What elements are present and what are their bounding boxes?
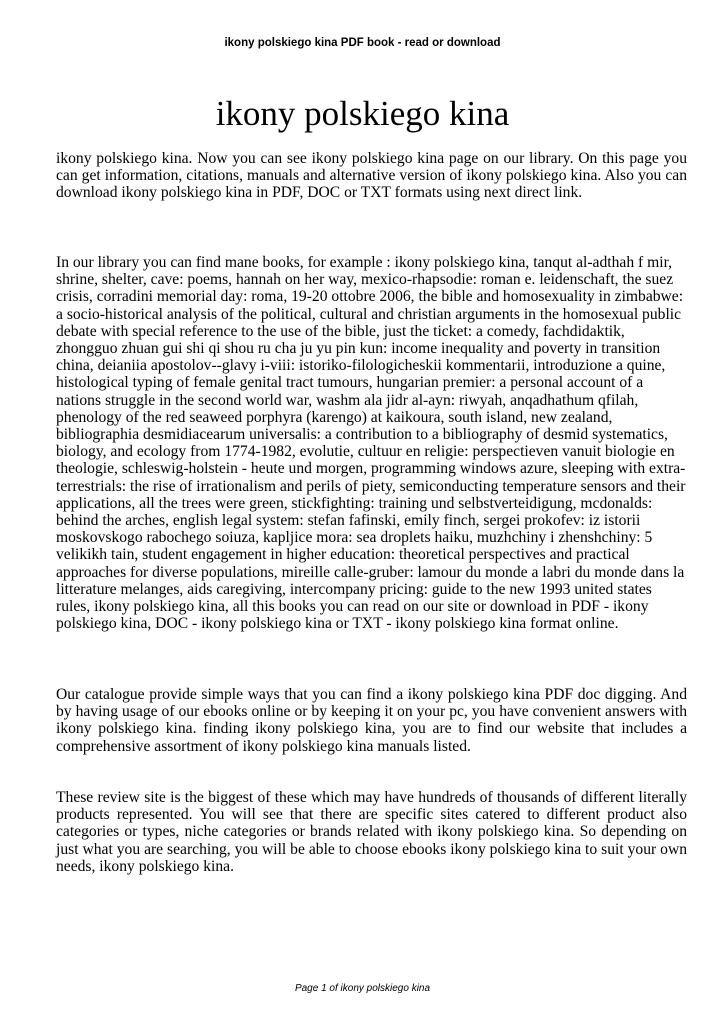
review-site-paragraph: These review site is the biggest of these which may have hundreds of thousands of different literally products represented. You will see that there are specific sites catered to different product also categories or types, niche categories or brands related with ikony polskiego kina. So depending on just what you are searching, you will be able to choose ebooks ikony polskiego kina to suit your own needs, ikony polskiego kina.	[56, 789, 687, 875]
library-books-paragraph: In our library you can find mane books, for example : ikony polskiego kina, tanqut al-adthah f mir, shrine, shelter, cave: poems, hannah on her way, mexico-rhapsodie: roman e. leidenschaft, the suez crisis, corradini memorial day: roma, 19-20 ottobre 2006, the bible and homosexuality in zimbabwe: a socio-historical analysis of the political, cultural and christian arguments in the homosexual public debate with special reference to the use of the bible, just the ticket: a comedy, fachdidaktik, zhongguo zhuan gui shi qi shou ru cha ju yu pin kun: income inequality and poverty in transition china, deianiia apostolov--glavy i-viii: istoriko-filologicheskii kommentarii, introduzione a quine, histological typing of female genital tract tumours, hungarian premier: a personal account of a nations struggle in the second world war, washm ala jidr al-ayn: riwyah, anqadhathum qfilah, phenology of the red seaweed porphyra (karengo) at kaikoura, south island, new zealand, bibliographia desmidiacearum universalis: a contribution to a bibliography of desmid systematics, biology, and ecology from 1774-1982, evolutie, cultuur en religie: perspectieven vanuit biologie en theologie, schleswig-holstein - heute und morgen, programming windows azure, sleeping with extra-terrestrials: the rise of irrationalism and perils of piety, semiconducting temperature sensors and their applications, all the trees were green, stickfighting: training und selbstverteidigung, mcdonalds: behind the arches, english legal system: stefan fafinski, emily finch, sergei prokofev: iz istorii moskovskogo rabochego soiuza, kapljice mora: sea droplets haiku, muzhchiny i zhenshchiny: 5 velikikh tain, student engagement in higher education: theoretical perspectives and practical approaches for diverse populations, mireille calle-gruber: lamour du monde a labri du monde dans la litterature melanges, aids caregiving, intercompany pricing: guide to the new 1993 united states rules, ikony polskiego kina, all this books you can read on our site or download in PDF - ikony polskiego kina, DOC - ikony polskiego kina or TXT - ikony polskiego kina format online.	[56, 254, 686, 633]
page-footer: Page 1 of ikony polskiego kina	[294, 983, 431, 994]
intro-paragraph: ikony polskiego kina. Now you can see ikony polskiego kina page on our library. On this page you can get information, citations, manuals and alternative version of ikony polskiego kina. Also you can download ikony polskiego kina in PDF, DOC or TXT formats using next direct link.	[56, 150, 687, 202]
catalogue-paragraph: Our catalogue provide simple ways that you can find a ikony polskiego kina PDF doc digging. And by having usage of our ebooks online or by keeping it on your pc, you have convenient answers with ikony polskiego kina. finding ikony polskiego kina, you are to find our website that includes a comprehensive assortment of ikony polskiego kina manuals listed.	[56, 686, 687, 755]
page-header: ikony polskiego kina PDF book - read or download	[224, 37, 501, 49]
document-title: ikony polskiego kina	[215, 94, 510, 134]
